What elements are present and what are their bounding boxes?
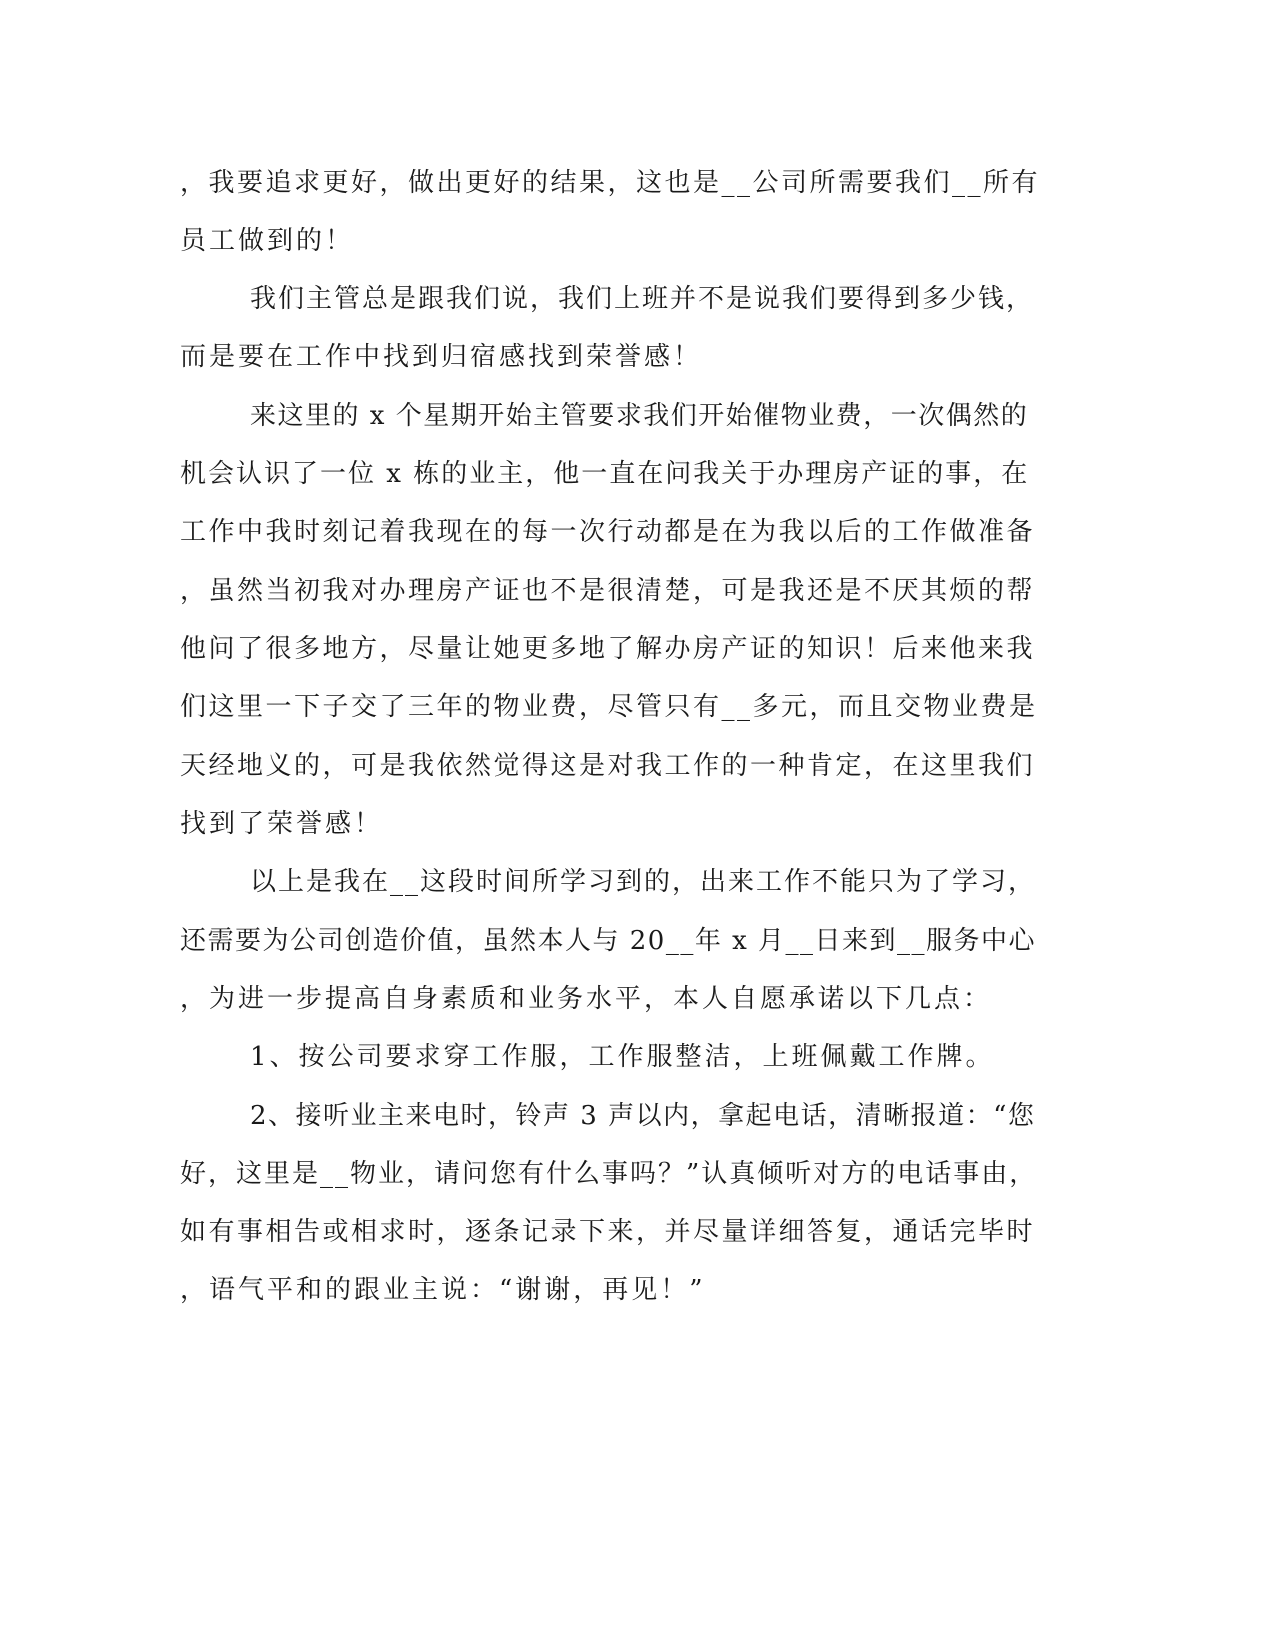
text-line: 机会认识了一位 x 栋的业主，他一直在问我关于办理房产证的事，在 [180, 459, 1030, 489]
text-line: 工作中我时刻记着我现在的每一次行动都是在为我以后的工作做准备 [180, 517, 1036, 547]
text-line: 还需要为公司创造价值，虽然本人与 20__年 x 月__日来到__服务中心 [180, 926, 1037, 956]
text-line: 1、按公司要求穿工作服，工作服整洁，上班佩戴工作牌。 [250, 1042, 995, 1072]
text-line: ，为进一步提高自身素质和业务水平，本人自愿承诺以下几点： [180, 984, 993, 1014]
text-line: 2、接听业主来电时，铃声 3 声以内，拿起电话，清晰报道：“您 [250, 1101, 1036, 1131]
text-line: 以上是我在__这段时间所学习到的，出来工作不能只为了学习， [250, 867, 1037, 897]
text-line: ，我要追求更好，做出更好的结果，这也是__公司所需要我们__所有 [180, 168, 1041, 198]
text-line: 天经地义的，可是我依然觉得这是对我工作的一种肯定，在这里我们 [180, 751, 1036, 781]
text-line: 找到了荣誉感！ [180, 809, 384, 839]
text-line: 们这里一下子交了三年的物业费，尽管只有__多元，而且交物业费是 [180, 692, 1038, 722]
text-line: ，语气平和的跟业主说：“谢谢，再见！” [180, 1275, 706, 1305]
text-line: 他问了很多地方，尽量让她更多地了解办房产证的知识！后来他来我 [180, 634, 1036, 664]
text-line: 我们主管总是跟我们说，我们上班并不是说我们要得到多少钱， [250, 284, 1035, 314]
text-line: 员工做到的！ [180, 226, 355, 256]
text-line: 而是要在工作中找到归宿感找到荣誉感！ [180, 342, 703, 372]
text-line: 来这里的 x 个星期开始主管要求我们开始催物业费，一次偶然的 [250, 401, 1029, 431]
text-line: 好，这里是__物业，请问您有什么事吗？”认真倾听对方的电话事由， [180, 1159, 1038, 1189]
text-line: 如有事相告或相求时，逐条记录下来，并尽量详细答复，通话完毕时 [180, 1217, 1036, 1247]
text-line: ，虽然当初我对办理房产证也不是很清楚，可是我还是不厌其烦的帮 [180, 576, 1036, 606]
